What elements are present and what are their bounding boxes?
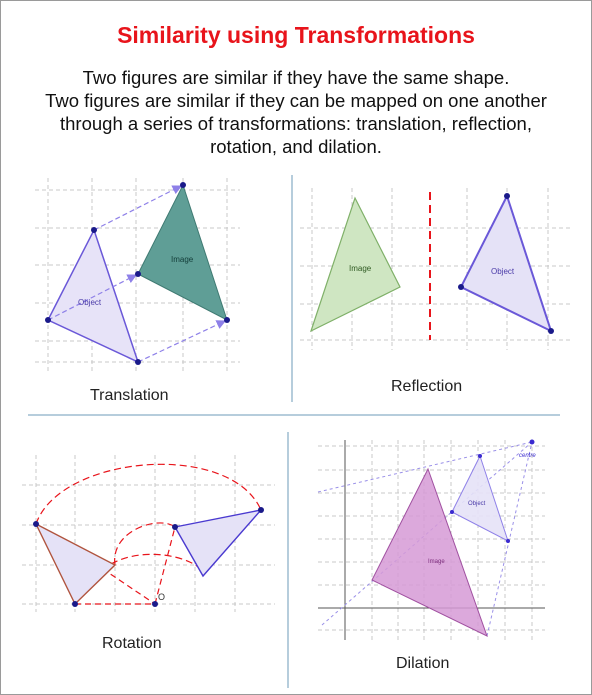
translation-vertex bbox=[224, 317, 230, 323]
translation-caption: Translation bbox=[90, 387, 169, 404]
dilation-vertex bbox=[506, 539, 510, 543]
translation-vertex bbox=[91, 227, 97, 233]
dilation-object-triangle bbox=[452, 456, 508, 541]
reflection-vertex bbox=[458, 284, 464, 290]
translation-object-triangle bbox=[48, 230, 138, 362]
rotation-vertex bbox=[172, 524, 178, 530]
translation-vertex bbox=[135, 359, 141, 365]
rotation-vertex bbox=[72, 601, 78, 607]
reflection-vertex bbox=[504, 193, 510, 199]
translation-object-label: Object bbox=[78, 298, 102, 307]
translation-image-label: Image bbox=[171, 255, 194, 264]
translation-vertex bbox=[180, 182, 186, 188]
dilation-vertex bbox=[478, 454, 482, 458]
translation-vertex bbox=[135, 271, 141, 277]
rotation-image-triangle bbox=[175, 510, 261, 576]
dilation-vertex bbox=[450, 510, 454, 514]
dilation-centre-label: centre bbox=[519, 453, 536, 459]
intro-line-1: Two figures are similar if they have the same shape. bbox=[82, 67, 510, 88]
dilation-image-label: Image bbox=[428, 559, 445, 565]
translation-panel bbox=[35, 178, 240, 372]
dilation-panel bbox=[318, 440, 545, 641]
intro-line-3: through a series of transformations: translation, reflection, bbox=[60, 113, 532, 134]
dilation-centre-point bbox=[530, 440, 535, 445]
intro-line-2: Two figures are similar if they can be mapped on one another bbox=[45, 90, 547, 111]
page-title: Similarity using Transformations bbox=[117, 22, 475, 48]
translation-vertex bbox=[45, 317, 51, 323]
rotation-vertex bbox=[33, 521, 39, 527]
rotation-vertex bbox=[258, 507, 264, 513]
reflection-caption: Reflection bbox=[391, 378, 463, 395]
reflection-image-label: Image bbox=[349, 264, 372, 273]
rotation-arc-outer bbox=[36, 464, 261, 524]
reflection-object-label: Object bbox=[491, 267, 515, 276]
rotation-center-label: O bbox=[158, 592, 166, 602]
dilation-caption: Dilation bbox=[396, 655, 450, 672]
reflection-object-triangle bbox=[461, 196, 551, 331]
rotation-caption: Rotation bbox=[102, 635, 162, 652]
intro-line-4: rotation, and dilation. bbox=[210, 136, 382, 157]
rotation-panel bbox=[22, 455, 275, 612]
reflection-vertex bbox=[548, 328, 554, 334]
reflection-panel bbox=[300, 188, 570, 350]
dilation-object-label: Object bbox=[468, 501, 486, 507]
